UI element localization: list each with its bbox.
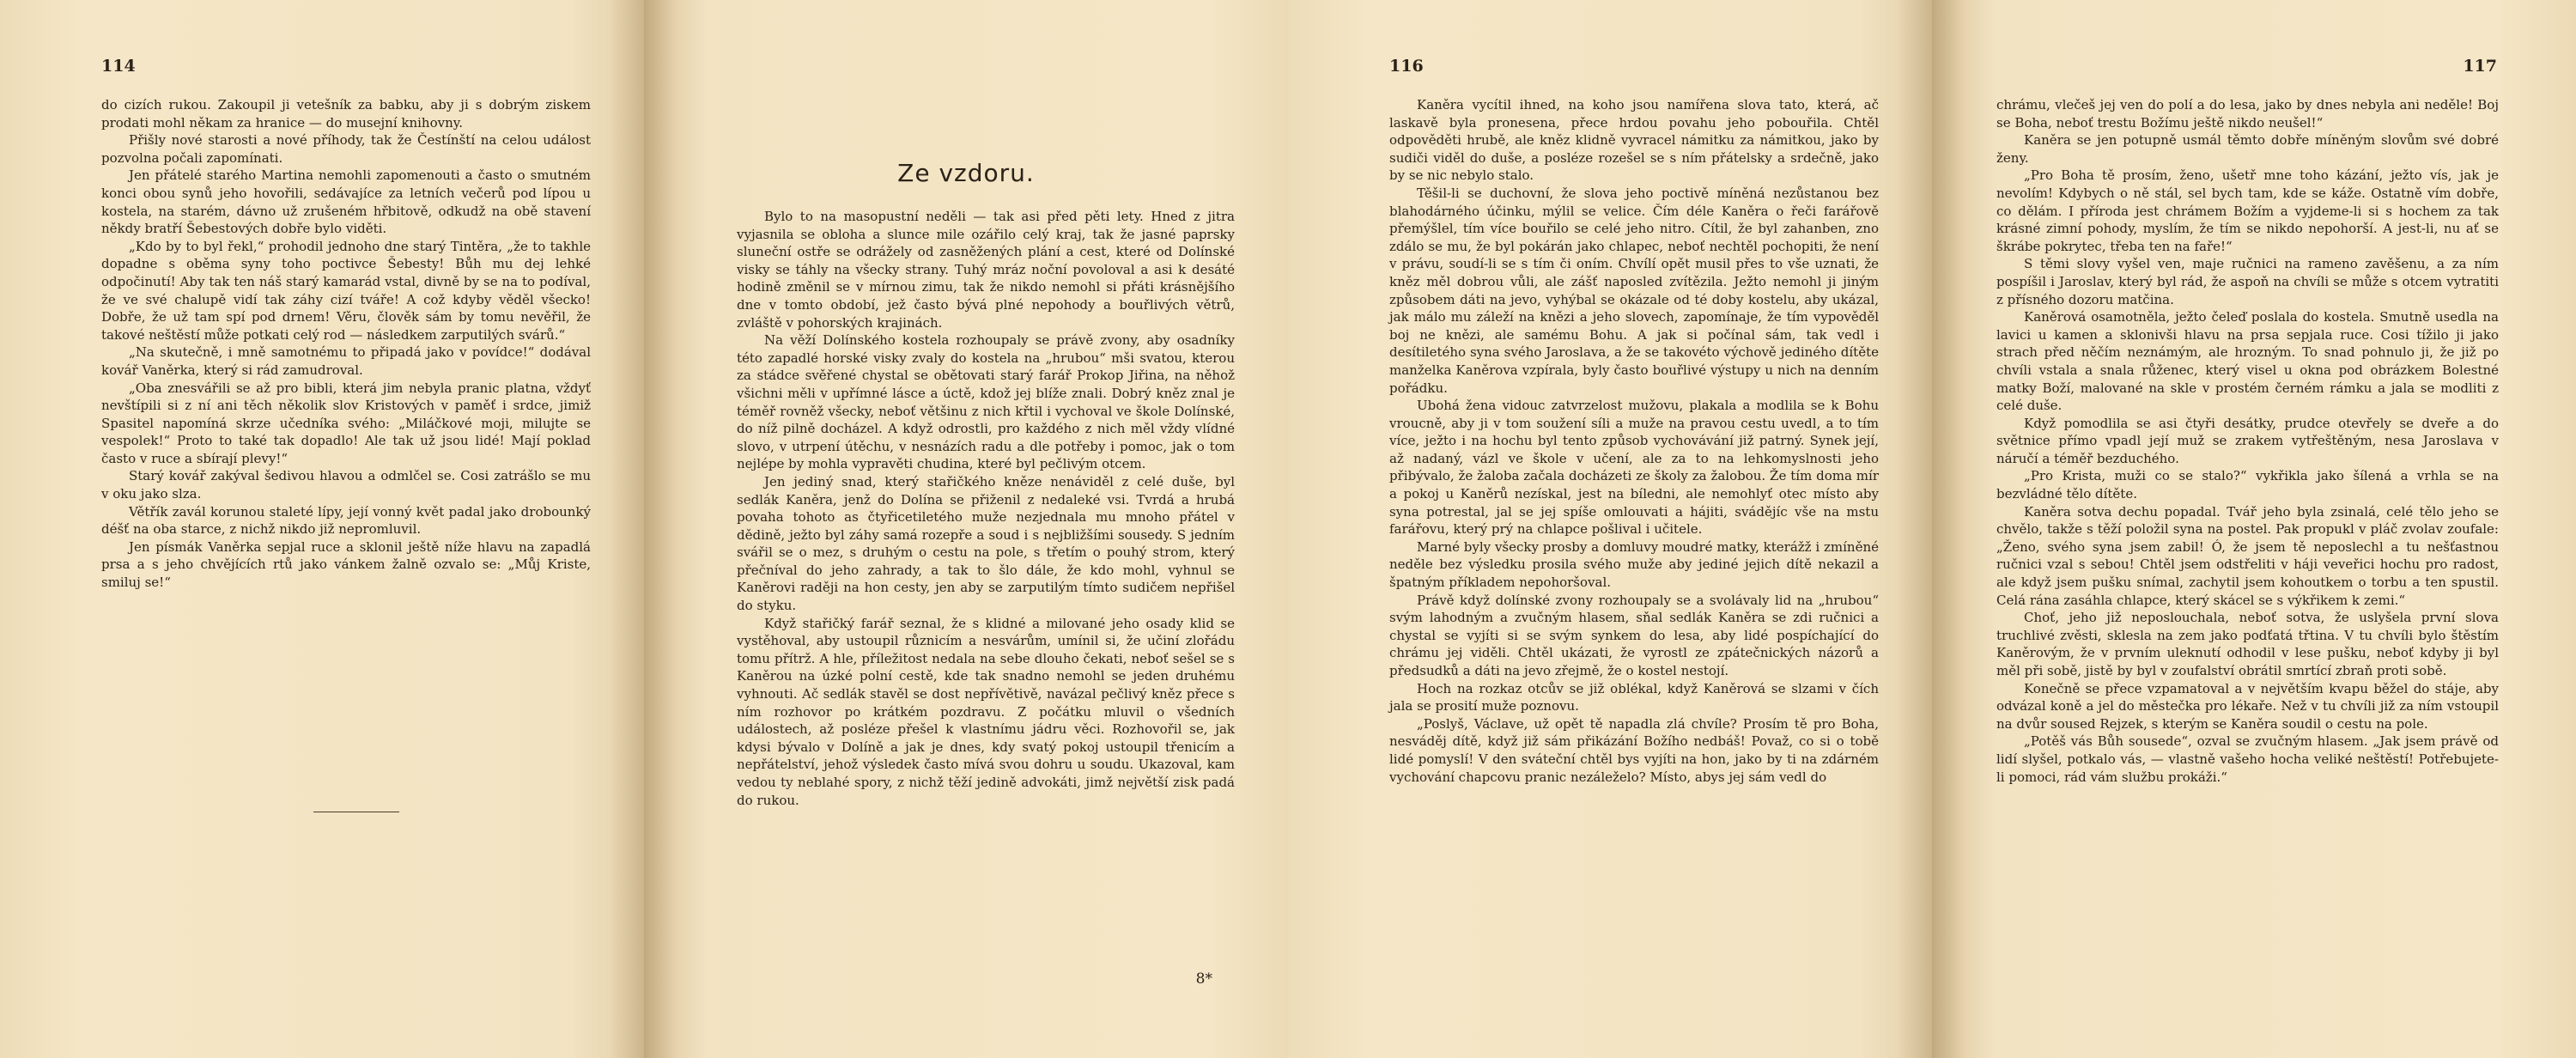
signature-mark: 8*	[1195, 970, 1212, 988]
paragraph: S těmi slovy vyšel ven, maje ručnici na rameno zavěšenu, a za ním pospíšil i Jaroslav, který byl rád, že aspoň na chvíli se může s otcem vytratiti z přísného dozoru matčina.	[1996, 256, 2499, 307]
page-114	[0, 0, 644, 1058]
page-116	[1288, 0, 1932, 1058]
paragraph: „Oba znesvářili se až pro bibli, která jim nebyla pranic platna, vždyť nevštípili si z ní ani těch několik slov Kristových v paměť i srdce, jimiž Spasitel napomíná skrze učedníka svého: „Miláčkové moji, milujte se vespolek!“ Proto to také tak dopadlo! Ale tak už jsou lidé! Mají poklad často v ruce a sbírají plevy!“	[101, 380, 591, 466]
paragraph: „Kdo by to byl řekl,“ prohodil jednoho dne starý Tintěra, „že to takhle dopadne s oběma syny toho poctivce Šebesty! Bůh mu dej lehké odpočinutí! Aby tak ten náš starý kamarád vstal, divně by se na to podíval, že ve své chalupě vidí tak záhy cizí tváře! A což kdyby věděl všecko! Dobře, že už tam spí pod drnem! Věru, člověk sám by tomu nevěřil, že takové neštěstí může potkati celý rod — následkem zarputilých svárů.“	[101, 238, 591, 343]
paragraph: „Potěš vás Bůh sousede“, ozval se zvučným hlasem. „Jak jsem právě od lidí slyšel, potkalo vás, — vlastně vašeho hocha veliké neštěstí! Potřebujete-li pomoci, rád vám službu prokáži.“	[1996, 733, 2499, 785]
paragraph: Jen přátelé starého Martina nemohli zapomenouti a často o smutném konci obou synů jeho hovořili, sedávajíce za letních večerů pod lípou u kostela, na starém, dávno už zrušeném hřbitově, odkudž na obě stavení někdy bratří Šebestových dobře bylo viděti.	[101, 167, 591, 237]
paragraph: Kaněra se jen potupně usmál těmto dobře míněným slovům své dobré ženy.	[1996, 132, 2499, 166]
paragraph: Choť, jeho již neposlouchala, neboť sotva, že uslyšela první slova truchlivé zvěsti, sklesla na zem jako podťatá třtina. V tu chvíli bylo štěstím Kaněrovým, že v prvním uleknutí odhodil v lese pušku, neboť kdyby ji byl měl při sobě, jistě by byl v zoufalství obrátil smrtící zbraň proti sobě.	[1996, 610, 2499, 678]
paragraph: Bylo to na masopustní neděli — tak asi před pěti lety. Hned z jitra vyjasnila se obloha a slunce mile ozářilo celý kraj, tak že jasné paprsky sluneční ostře se odrážely od zasněžených plání a cest, které od Dolínské visky se táhly na všecky strany. Tuhý mráz noční povoloval a asi k desáté hodině změnil se v mírnou zimu, tak že nikdo nemohl si přáti krásnějšího dne v tomto období, jež často bývá plné nepohody a bouřlivých větrů, zvláště v pohorských krajinách.	[737, 209, 1235, 331]
paragraph: Když pomodlila se asi čtyři desátky, prudce otevřely se dveře a do světnice přímo vpadl její muž se zrakem vytřeštěným, nesa Jaroslava v náručí a téměř bezduchého.	[1996, 415, 2499, 466]
paragraph: Kaněra sotva dechu popadal. Tvář jeho byla zsinalá, celé tělo jeho se chvělo, takže s těží položil syna na postel. Pak propukl v pláč zvolav zoufale: „Ženo, svého syna jsem zabil! Ó, že jsem tě neposlechl a tu nešťastnou ručnici vzal s sebou! Chtěl jsem odstřeliti v háji veveřici hochu pro radost, ale když jsem pušku snímal, zachytil jsem kohoutkem o torbu a ten spustil. Celá rána zasáhla chlapce, který skácel se s výkřikem k zemi.“	[1996, 503, 2499, 608]
gutter-shadow	[1898, 0, 1932, 1058]
paragraph: Kaněrová osamotněla, ježto čeleď poslala do kostela. Smutně usedla na lavici u kamen a sklonivši hlavu na prsa sepjala ruce. Cosi tížilo ji jako strach před něčím neznámým, ale hrozným. To snad pohnulo ji, že již po chvíli vstala a snala růženec, který visel u okna pod obrázkem Bolestné matky Boží, malované na skle v prostém černém rámku a jala se modliti z celé duše.	[1996, 309, 2499, 414]
paragraph: Právě když dolínské zvony rozhoupaly se a svolávaly lid na „hrubou“ svým lahodným a zvučným hlasem, sňal sedlák Kaněra se zdi ručnici a chystal se vyjíti si se svým synkem do lesa, aby lidé pospíchající do chrámu jej viděli. Chtěl ukázati, že vyrostl ze zpátečnických názorů a předsudků a dáti na jevo zřejmě, že o kostel nestojí.	[1389, 592, 1879, 678]
paragraph: Větřík zavál korunou staleté lípy, její vonný květ padal jako drobounký déšť na oba starce, z nichž nikdo již nepromluvil.	[101, 503, 591, 538]
paragraph: „Na skutečně, i mně samotnému to připadá jako v povídce!“ dodával kovář Vaněrka, který si rád zamudroval.	[101, 344, 591, 378]
paragraph: Když stařičký farář seznal, že s klidné a milované jeho osady klid se vystěhoval, aby ustoupil různicím a nesvárům, umínil si, že učiní zlořádu tomu přítrž. A hle, příležitost nedala na sebe dlouho čekati, neboť sešel se s Kaněrou na úzké polní cestě, kde tak snadno nemohl se jeden druhému vyhnouti. Ač sedlák stavěl se dost nepřívětivě, navázal pečlivý kněz přece s ním rozhovor po krátkém pozdravu. Z počátku mluvil o všedních událostech, až posléze přešel k vlastnímu jádru věci. Rozhovořil se, jak kdysi bývalo v Dolíně a jak je dnes, kdy svatý pokoj ustoupil třenicím a nepřátelství, jehož výsledek často mívá svou dohru u soudu. Ukazoval, kam vedou ty neblahé spory, z nichž těží jedině advokáti, jimž největší zisk padá do rukou.	[737, 615, 1235, 808]
page-number: 117	[2463, 57, 2497, 76]
paragraph: Těšil-li se duchovní, že slova jeho poctivě míněná nezůstanou bez blahodárného účinku, mýlil se velice. Čím déle Kaněra o řeči farářově přemýšlel, tím více bouřilo se celé jeho nitro. Cítil, že byl zahanben, zno zdálo se mu, že byl pokárán jako chlapec, neboť nechtěl pochopiti, že není v právu, soudí-li se s tím či oním. Chvílí opět musil přes to vše uznati, že kněz měl dobrou vůli, ale zášť naposled zvítězila. Ježto nemohl ji jiným způsobem dáti na jevo, vyhýbal se okázale od té doby kostelu, aby ukázal, jak málo mu záleží na knězi a jeho slovech, zapomínaje, že tím vypověděl boj ne knězi, ale samému Bohu. A jak si počínal sám, tak vedl i desítiletého syna svého Jaroslava, a že se takovéto výchově jediného dítěte manželka Kaněrova vzpírala, byly často bouřlivé výstupy u nich na denním pořádku.	[1389, 185, 1879, 396]
book-spread-116-117	[1288, 0, 2576, 1058]
chapter-title: Ze vzdoru.	[897, 159, 1035, 187]
page-text	[1996, 96, 2499, 786]
paragraph: Jen písmák Vaněrka sepjal ruce a sklonil ještě níže hlavu na zapadlá prsa a s jeho chvějících rtů jako vánkem žalně ozvalo se: „Můj Kriste, smiluj se!“	[101, 538, 591, 591]
page-115	[644, 0, 1288, 1058]
paragraph: Hoch na rozkaz otcův se již oblékal, když Kaněrová se slzami v čích jala se prosití muže poznovu.	[1389, 680, 1879, 714]
paragraph: Na věží Dolínského kostela rozhoupaly se právě zvony, aby osadníky této zapadlé horské visky zvaly do kostela na „hrubou“ mši svatou, kterou za stádce svěřené chystal se obětovati starý farář Prokop Jiřina, na něhož všichni měli v upřímné lásce a úctě, kdož jej blíže znali. Dobrý kněz znal je téměř rovněž všecky, neboť většinu z nich křtil i vychoval ve škole Dolínské, do níž pilně docházel. A když odrostli, pro každého z nich měl vždy vlídné slovo, v utrpení útěchu, v nesnázích radu a dle potřeby i pomoc, jak o tom nejlépe by mohla vypravěti chudina, které byl pečlivým otcem.	[737, 332, 1235, 472]
paragraph: do cizích rukou. Zakoupil ji vetešník za babku, aby ji s dobrým ziskem prodati mohl někam za hranice — do musejní knihovny.	[101, 97, 591, 131]
paragraph: Marné byly všecky prosby a domluvy moudré matky, kterážž i zmíněné neděle bez výsledku prosila svého muže aby jediné jejich dítě nekazil a špatným příkladem nepohoršoval.	[1389, 538, 1879, 591]
paragraph: Přišly nové starosti a nové příhody, tak že Čestínští na celou událost pozvolna počali zapomínati.	[101, 132, 591, 166]
gutter-shadow	[1932, 0, 1966, 1058]
paragraph: Jen jediný snad, který stařičkého kněze nenáviděl z celé duše, byl sedlák Kaněra, jenž do Dolína se přiženil z nedaleké vsi. Tvrdá a hrubá povaha tohoto as čtyřicetiletého muže nezjednala mu mnoho přátel v dědině, ježto byl záhy samá rozepře a soud i s nejbližšími sousedy. S jedním svářil se o mez, s druhým o cestu na pole, s třetím o pouhý strom, který přečníval do jeho zahrady, a tak to šlo dále, že kdo mohl, vyhnul se Kaněrovi raději na hon cesty, jen aby se zarputilým tímto sudičem nepřišel do styku.	[737, 473, 1235, 614]
paragraph: Konečně se přece vzpamatoval a v největším kvapu běžel do stáje, aby odvázal koně a jel do městečka pro lékaře. Než v tu chvíli již za ním vstoupil na dvůr soused Rejzek, s kterým se Kaněra soudil o cestu na pole.	[1996, 680, 2499, 732]
page-text	[1389, 96, 1879, 786]
paragraph: „Pro Boha tě prosím, ženo, ušetř mne toho kázání, ježto vís, jak je nevolím! Kdybych o ně stál, sel bych tam, kde se káže. Ostatně vím dobře, co dělám. I příroda jest chrámem Božím a vyjdeme-li si s hochem za tak krásné zimní pohody, myslím, že tím se nikdo nepohorší. A jest-li, nu ať se škrábe pokrytec, třeba ten na faře!“	[1996, 167, 2499, 254]
page-number: 114	[101, 57, 136, 76]
page-number: 116	[1389, 57, 1424, 76]
page-text	[737, 208, 1235, 809]
paragraph: Ubohá žena vidouc zatvrzelost mužovu, plakala a modlila se k Bohu vroucně, aby ji v tom soužení síli a muže na pravou cestu uvedl, a to tím více, ježto i na hochu byl tento způsob vychovávání již patrný. Synek její, až nadaný, vázl ve škole v učení, ale za to na lehkomyslnosti jeho přibývalo, že žaloba začala docházeti ze školy za žalobou. Že tím doma mír a pokoj u Kaněrů nezískal, jest na bíledni, ale nemohlyť otec místo aby syna potrestal, jal se jej spíše omlouvati a hájiti, svádějíc vše na mstu farářovu, který prý na chlapce pošlival i učitele.	[1389, 398, 1879, 538]
page-117	[1932, 0, 2576, 1058]
paragraph: „Pro Krista, muži co se stalo?“ vykřikla jako šílená a vrhla se na bezvládné tělo dítěte.	[1996, 468, 2499, 502]
paragraph: „Poslyš, Václave, už opět tě napadla zlá chvíle? Prosím tě pro Boha, nesváděj dítě, když již sám přikázání Božího nedbáš! Považ, co si o tobě lidé pomyslí! V den sváteční chtěl bys vyjíti na hon, jako by ti na zdárném vychování chapcovu pranic nezáleželo? Místo, abys jej sám vedl do	[1389, 715, 1879, 785]
paragraph: chrámu, vlečeš jej ven do polí a do lesa, jako by dnes nebyla ani neděle! Boj se Boha, neboť trestu Božímu ještě nikdo neušel!“	[1996, 97, 2499, 131]
gutter-shadow	[610, 0, 644, 1058]
page-text	[101, 96, 591, 592]
paragraph: Kaněra vycítil ihned, na koho jsou namířena slova tato, která, ač laskavě byla pronesena, přece hrdou povahu jeho pobouřila. Chtěl odpověděti hrubě, ale kněz klidně vyvracel námitku za námitkou, jako by sudiči viděl do duše, a posléze rozešel se s ním přátelsky a srdečně, jako by se nic nebylo stalo.	[1389, 97, 1879, 184]
paragraph: Starý kovář zakýval šedivou hlavou a odmlčel se. Cosi zatrášlo se mu v oku jako slza.	[101, 468, 591, 502]
